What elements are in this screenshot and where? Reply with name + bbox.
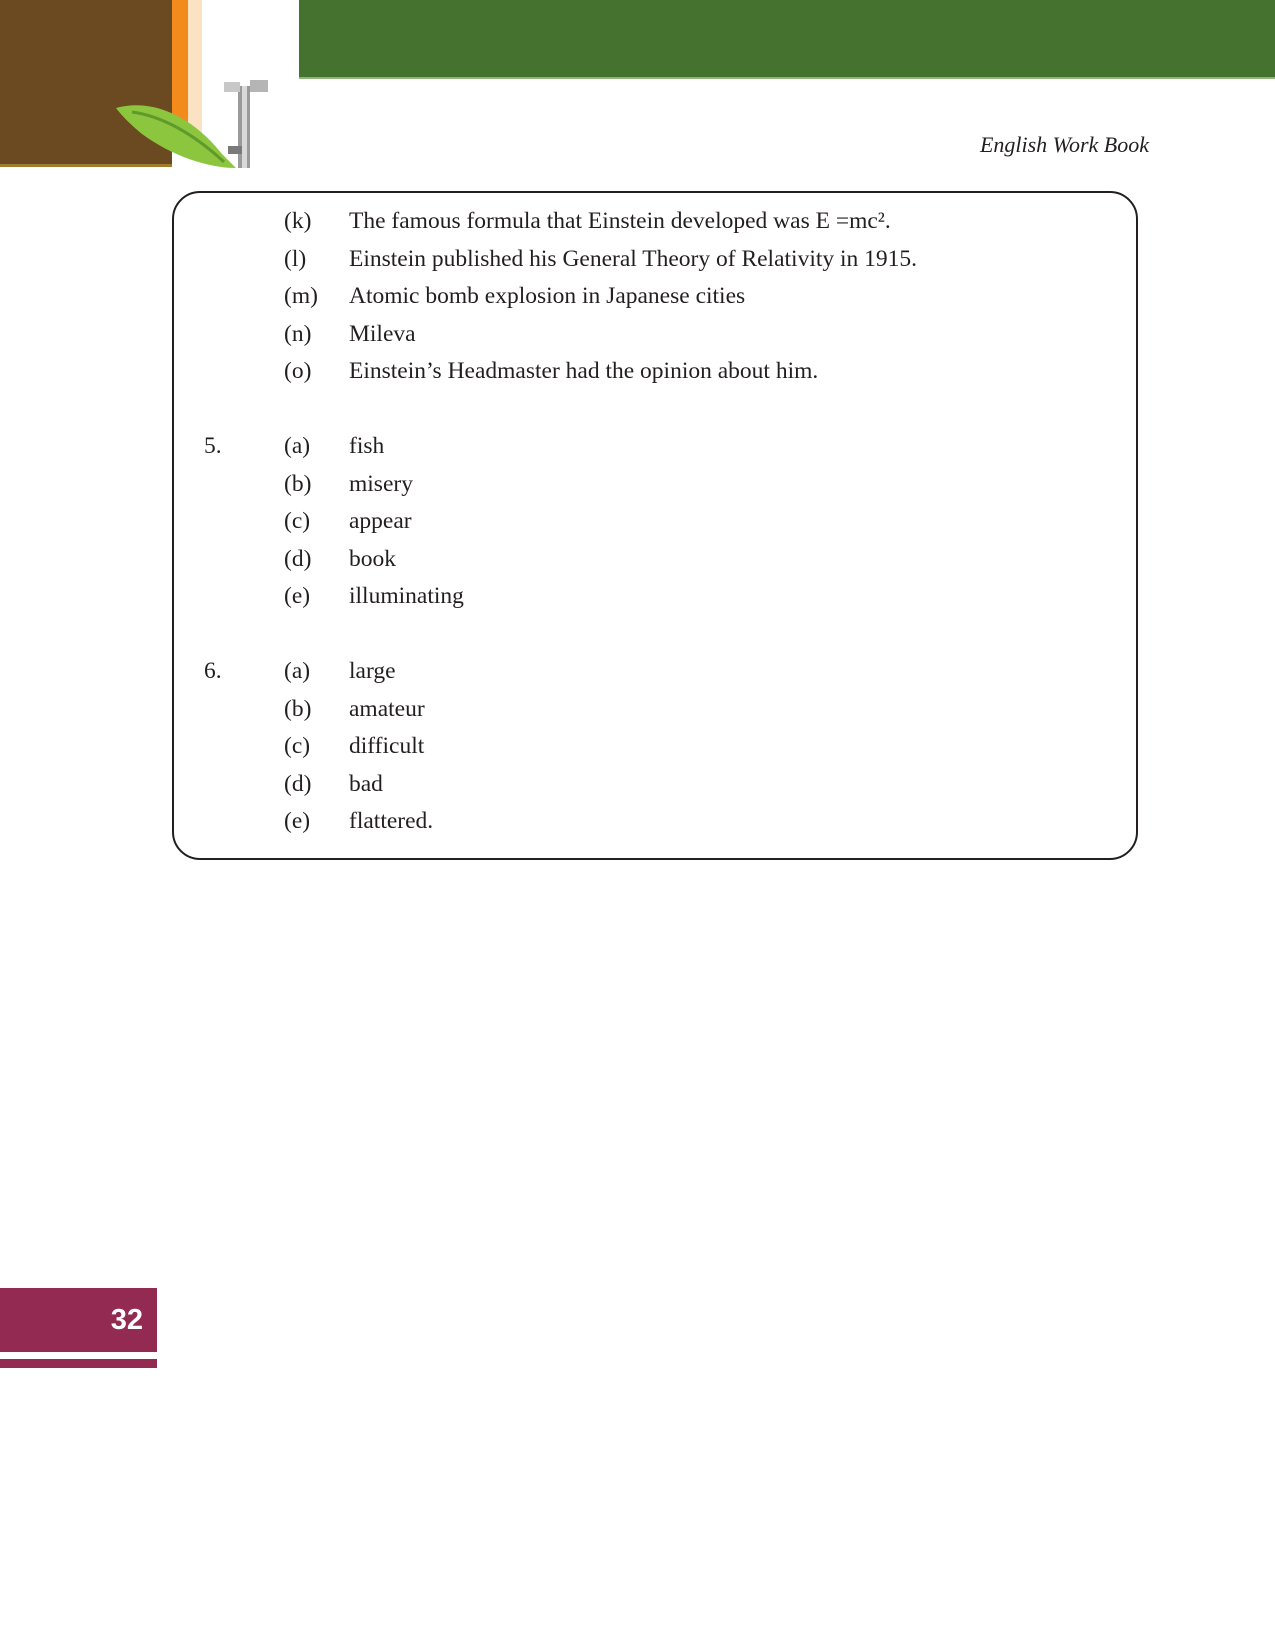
question-number: 5. [204,433,222,459]
item-text: illuminating [349,583,464,609]
item-text: Einstein’s Headmaster had the opinion about him. [349,358,819,384]
item-text: misery [349,471,413,497]
item-letter: (b) [284,696,312,722]
page-number-tab [0,1288,157,1352]
page-tab-underline [0,1359,157,1368]
item-text: book [349,546,396,572]
item-text: Atomic bomb explosion in Japanese cities [349,283,746,309]
item-letter: (o) [284,358,312,384]
item-text: fish [349,433,385,459]
item-text: large [349,658,396,684]
question-number: 6. [204,658,222,684]
item-letter: (c) [284,508,311,534]
item-letter: (n) [284,321,312,347]
item-letter: (a) [284,658,311,684]
item-text: amateur [349,696,425,722]
item-letter: (c) [284,733,311,759]
item-text: The famous formula that Einstein developed was E =mc². [349,208,891,234]
item-letter: (e) [284,583,311,609]
answer-box [172,191,1138,860]
item-text: appear [349,508,412,534]
header-green-underline [299,77,1275,79]
item-text: difficult [349,733,425,759]
item-letter: (l) [284,246,307,272]
item-text: Mileva [349,321,416,347]
item-letter: (d) [284,771,312,797]
item-text: flattered. [349,808,434,834]
header-plant-icon [112,76,292,176]
header-green-band [299,0,1275,77]
item-letter: (k) [284,208,312,234]
item-letter: (e) [284,808,311,834]
page-number: 32 [110,1304,143,1336]
item-text: bad [349,771,383,797]
running-header-title: English Work Book [979,132,1149,157]
item-letter: (a) [284,433,311,459]
item-text: Einstein published his General Theory of Relativity in 1915. [349,246,918,272]
item-letter: (b) [284,471,312,497]
item-letter: (d) [284,546,312,572]
item-letter: (m) [284,283,318,309]
